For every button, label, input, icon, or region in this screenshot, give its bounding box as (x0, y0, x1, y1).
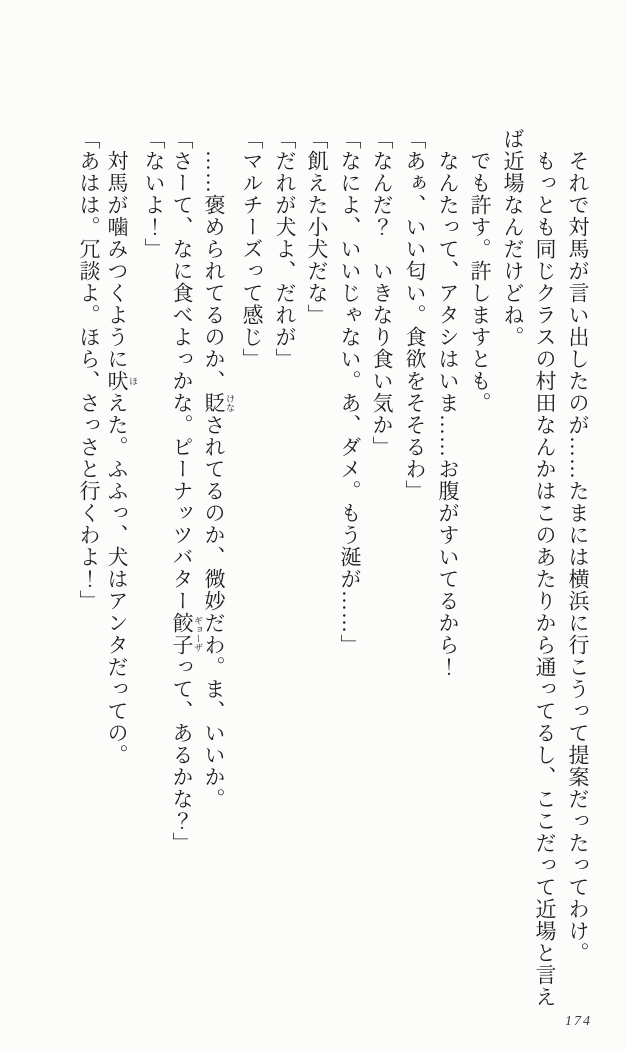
line-12-narration (202, 128, 235, 1048)
line-13-dialogue (170, 128, 203, 1048)
line-15-ruby-base: 吠 (105, 370, 129, 392)
line-12-text-after: されてるのか、微妙だわ。ま、いいか。 (202, 414, 226, 810)
line-15-text-after: えた。ふふっ、犬はアンタだっての。 (105, 392, 129, 766)
line-6-dialogue: 「あぁ、いい匂い。食欲をそそるわ」 (403, 128, 427, 502)
line-15-furigana: ほ (128, 370, 138, 392)
line-2-narration: もっとも同じクラスの村田なんかはこのあたりから通ってるし、ここだって近場と言え (533, 128, 557, 1008)
line-11-dialogue: 「マルチーズって感じ」 (240, 128, 264, 370)
line-16-dialogue: 「あはは。冗談よ。ほら、さっさと行くわよ！」 (77, 128, 101, 612)
line-12-ruby-base: 貶 (202, 392, 226, 414)
line-13-text-before: 「さーて、なに食べよっかな。ピーナッツバター (170, 128, 194, 612)
line-15-text-before: 対馬が噛みつくように (105, 128, 129, 370)
line-13-ruby (170, 612, 203, 656)
line-1-narration: それで対馬が言い出したのが……たまには横浜に行こうって提案だったってわけ。 (566, 128, 590, 964)
line-7-dialogue: 「なんだ？ いきなり食い気か」 (370, 128, 394, 458)
line-4-narration: でも許す。許しますとも。 (468, 128, 492, 414)
line-13-furigana: ギョーザ (193, 612, 203, 656)
line-12-text-before: ……褒められてるのか、 (202, 128, 226, 392)
line-14-dialogue: 「ないよ！」 (142, 128, 166, 260)
line-9-dialogue: 「飢えた小犬だな」 (305, 128, 329, 326)
line-3-narration-continuation: ば近場なんだけどね。 (501, 128, 525, 348)
line-13-text-after: って、あるかな？」 (170, 656, 194, 854)
line-12-ruby (202, 392, 235, 414)
line-10-dialogue: 「だれが犬よ、だれが」 (273, 128, 297, 370)
page-number: 174 (565, 1014, 592, 1029)
line-5-narration: なんたって、アタシはいま……お腹がすいてるから！ (436, 128, 460, 678)
line-8-dialogue: 「なによ、いいじゃない。あ、ダメ。もう涎が……」 (338, 128, 362, 656)
line-15-narration (105, 128, 138, 1048)
line-12-furigana: けな (225, 392, 235, 414)
line-15-ruby (105, 370, 138, 392)
line-13-ruby-base: 餃子 (170, 612, 194, 656)
